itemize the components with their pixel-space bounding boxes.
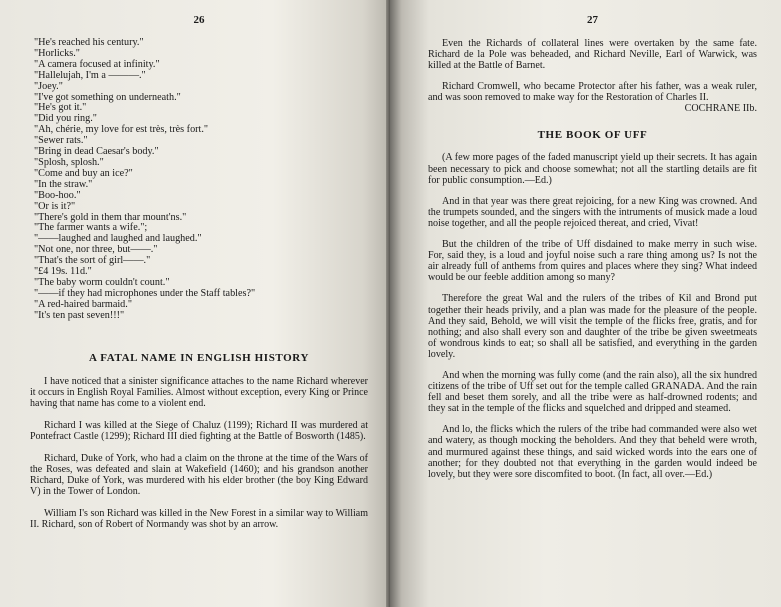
left-page-number: 26 bbox=[193, 14, 205, 26]
quote-line: "——laughed and laughed and laughed." bbox=[34, 233, 202, 245]
uff-paragraph: And lo, the flicks which the rulers of the tribe had commanded were also wet and watery, as though mocking the beholders. And they that beheld were wroth, and murmured against these things, and said wicked words into the ears one of another; for they doubted not that everything in the garden would indeed be lovely, but they were sore discomfited to boot. (In fact, all over.—Ed.) bbox=[428, 424, 757, 480]
quotes-list bbox=[30, 38, 368, 322]
uff-paragraph: And in that year was there great rejoicing, for a new King was crowned. And the trumpets sounded, and the singers with the intruments of musick made a loud noise together, and all the people rejoiced thereat, and cried, Vivat! bbox=[428, 195, 757, 229]
quote-line: "There's gold in them thar mount'ns." bbox=[34, 211, 187, 223]
fatal-name-paragraph: Richard, Duke of York, who had a claim on the throne at the time of the Wars of the Roses, was defeated and slain at Wakefield (1460); and his grandson another Richard, Duke of York, was murdered with his elder brother (the boy King Edward V) in the Tower of London. bbox=[30, 452, 368, 497]
quote-line: "Come and buy an ice?" bbox=[34, 167, 133, 179]
uff-paragraph: Therefore the great Wal and the rulers of the tribes of Kil and Brond put together their heads privily, and a plan was made for the pleasure of the people. And they said, Behold, we will visit the temple of the flicks free, gratis, and for nothing; and also shall every son and daughter of the tribe be given sweetmeats of wondrous kinds to eat; so shall all be satisfied, and everything in the garden lovely. bbox=[428, 293, 757, 360]
quote-line: "He's reached his century." bbox=[34, 37, 144, 48]
quote-line: "Joey." bbox=[34, 80, 63, 92]
quote-line: "Or is it?" bbox=[34, 200, 76, 212]
uff-paragraph: But the children of the tribe of Uff disdained to make merry in such wise. For, said they, is a loud and joyful noise such a rare thing among us? Is not the air already full of anthems from quires and places where they sing? What indeed would be our feeble addition among so many? bbox=[428, 239, 757, 284]
right-page-number: 27 bbox=[587, 14, 598, 26]
fatal-name-paragraph: I have noticed that a sinister significance attaches to the name Richard wherever it occurs in English Royal Families. Almost without exception, every King or Prince having that name has come to a violent end. bbox=[30, 375, 368, 409]
left-page bbox=[0, 0, 390, 607]
quote-line: "That's the sort of girl——." bbox=[34, 255, 151, 267]
quote-line: "Not one, nor three, but——." bbox=[34, 244, 158, 256]
uff-paragraph: And when the morning was fully come (and the rain also), all the six hundred citizens of the tribe of Uff set out for the temple called GRANADA. And the rain fell and beset them sorely, and all the tribe were as half-drowned rodents; and they sat in the temple of the flicks and squelched and dripped and steamed. bbox=[428, 369, 757, 415]
quote-line: "The baby worm couldn't count." bbox=[34, 276, 170, 288]
quote-line: "I've got something on underneath." bbox=[34, 91, 181, 103]
right-page bbox=[390, 0, 781, 607]
quote-line: "It's ten past seven!!!" bbox=[34, 309, 125, 321]
quote-line: "Hallelujah, I'm a ———." bbox=[34, 69, 146, 81]
quote-line: "Boo-hoo." bbox=[34, 189, 81, 201]
fatal-name-paragraph: William I's son Richard was killed in the New Forest in a similar way to William II. Richard, son of Robert of Normandy was shot by an arrow. bbox=[30, 507, 368, 530]
quote-line: "He's got it." bbox=[34, 102, 87, 114]
quote-line: "Splosh, splosh." bbox=[34, 156, 104, 168]
quote-line: "Sewer rats." bbox=[34, 135, 88, 147]
richard-continuation-paragraph bbox=[428, 81, 757, 115]
quote-line: "Bring in dead Caesar's body." bbox=[34, 146, 159, 158]
uff-paragraph: (A few more pages of the faded manuscript yield up their secrets. It has again been necessary to pick and choose somewhat; not all the startling details are fit for public consumption.—Ed.) bbox=[428, 152, 757, 186]
fatal-name-title: A FATAL NAME IN ENGLISH HISTORY bbox=[88, 351, 310, 364]
quote-line: "Ah, chérie, my love for est très, très fort." bbox=[34, 124, 209, 136]
quote-line: "Did you ring." bbox=[34, 113, 97, 125]
fatal-name-paragraph: Richard I was killed at the Siege of Chaluz (1199); Richard II was murdered at Pontefract Castle (1299); Richard III died fighting at the Battle of Bosworth (1485). bbox=[30, 419, 368, 442]
quote-line: "——if they had microphones under the Staff tables?" bbox=[34, 287, 256, 299]
cromwell-text: Richard Cromwell, who became Protector after his father, was a weak ruler, and was soon removed to make way for the Restoration of Charles II. bbox=[428, 81, 757, 104]
quote-line: "Horlicks." bbox=[34, 47, 80, 59]
quote-line: "£4 19s. 11d." bbox=[34, 266, 92, 278]
quote-line: "In the straw." bbox=[34, 178, 93, 190]
quote-line: "A camera focused at infinity." bbox=[34, 58, 160, 70]
author-signature: COCHRANE IIb. bbox=[684, 103, 757, 115]
book-of-uff-title: THE BOOK OF UFF bbox=[537, 129, 648, 142]
quote-line: "The farmer wants a wife."; bbox=[34, 222, 148, 234]
richard-continuation-paragraph: Even the Richards of collateral lines were overtaken by the same fate. Richard de la Pole was beheaded, and Richard Neville, Earl of Warwick, was killed at the Battle of Barnet. bbox=[428, 38, 757, 72]
quote-line: "A red-haired barmaid." bbox=[34, 298, 132, 310]
